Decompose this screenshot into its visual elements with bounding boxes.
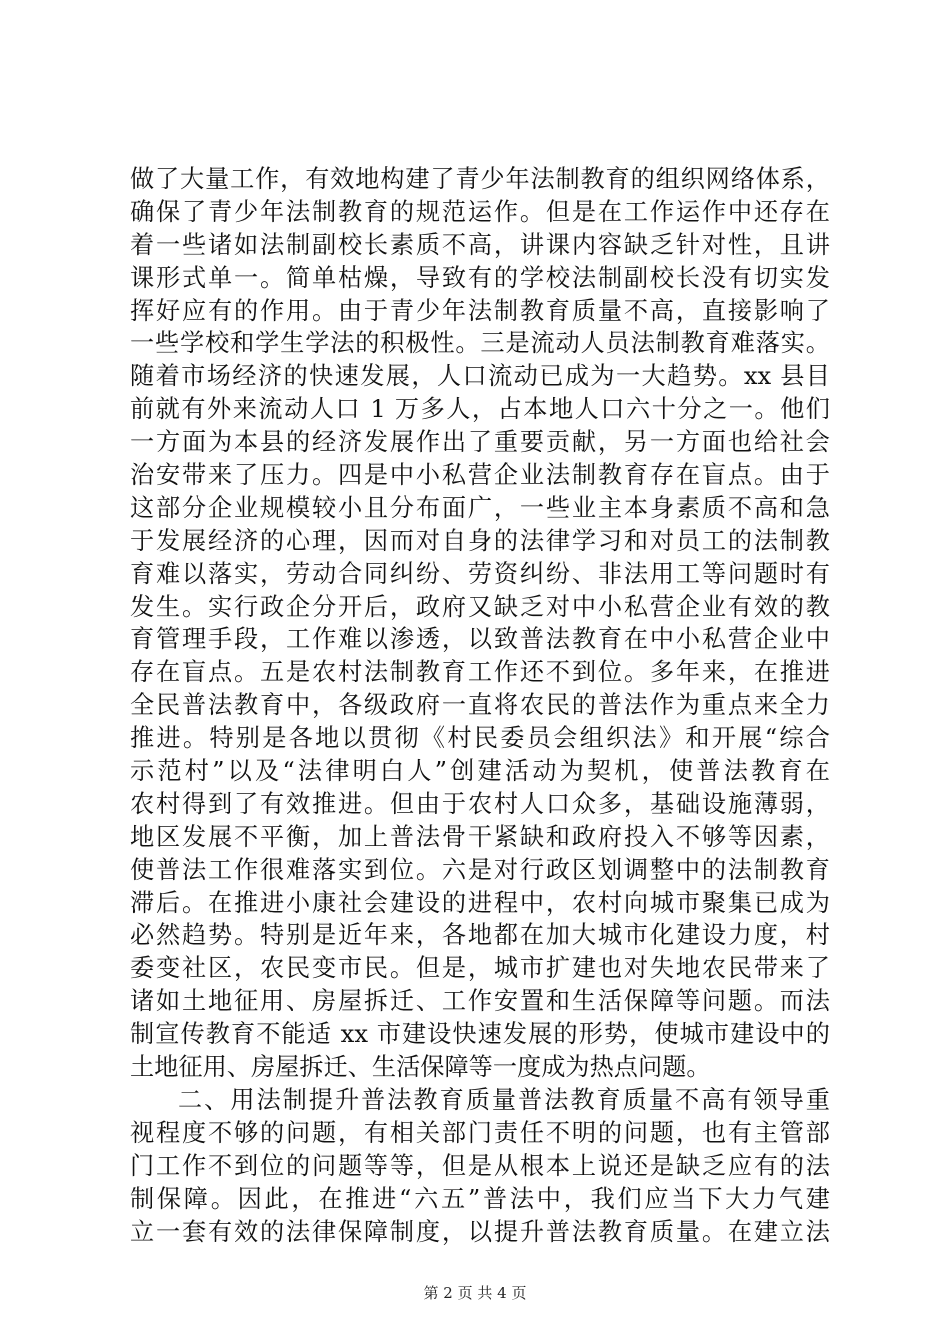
text-line: 推进。特别是各地以贯彻《村民委员会组织法》和开展“综合 [130,724,830,753]
text-line: 着一些诸如法制副校长素质不高，讲课内容缺乏针对性，且讲 [130,230,830,259]
text-line: 发生。实行政企分开后，政府又缺乏对中小私营企业有效的教 [130,592,830,621]
text-line: 使普法工作很难落实到位。六是对行政区划调整中的法制教育 [130,855,830,884]
text-line: 一方面为本县的经济发展作出了重要贡献，另一方面也给社会 [130,428,830,457]
text-line: 制宣传教育不能适 xx 市建设快速发展的形势，使城市建设中的 [130,1020,830,1049]
text-line: 制保障。因此，在推进“六五”普法中，我们应当下大力气建 [130,1184,830,1213]
page-footer: 第 2 页 共 4 页 [423,1284,527,1302]
section-heading-line: 二、用法制提升普法教育质量普法教育质量不高有领导重 [178,1085,830,1114]
text-line: 全民普法教育中，各级政府一直将农民的普法作为重点来全力 [130,691,830,720]
text-line: 地区发展不平衡，加上普法骨干紧缺和政府投入不够等因素， [130,822,830,851]
text-line: 前就有外来流动人口 1 万多人，占本地人口六十分之一。他们 [130,395,830,424]
text-line: 随着市场经济的快速发展，人口流动已成为一大趋势。xx 县目 [130,362,830,391]
text-line: 农村得到了有效推进。但由于农村人口众多，基础设施薄弱， [130,789,830,818]
text-line: 做了大量工作，有效地构建了青少年法制教育的组织网络体系， [130,165,830,193]
text-line: 滞后。在推进小康社会建设的进程中，农村向城市聚集已成为 [130,888,830,917]
text-line: 一些学校和学生学法的积极性。三是流动人员法制教育难落实。 [130,329,830,358]
text-line: 必然趋势。特别是近年来，各地都在加大城市化建设力度，村 [130,921,830,950]
body-text [130,163,830,1248]
text-line: 诸如土地征用、房屋拆迁、工作安置和生活保障等问题。而法 [130,987,830,1016]
text-line: 示范村”以及“法律明白人”创建活动为契机，使普法教育在 [130,757,830,786]
text-line: 门工作不到位的问题等等，但是从根本上说还是缺乏应有的法 [130,1151,830,1180]
text-line: 确保了青少年法制教育的规范运作。但是在工作运作中还存在 [130,197,830,226]
text-line: 视程度不够的问题，有相关部门责任不明的问题，也有主管部 [130,1118,830,1147]
text-line: 治安带来了压力。四是中小私营企业法制教育存在盲点。由于 [130,461,830,490]
paragraph-end-line: 土地征用、房屋拆迁、生活保障等一度成为热点问题。 [130,1053,711,1082]
text-line: 育难以落实，劳动合同纠纷、劳资纠纷、非法用工等问题时有 [130,559,830,588]
text-line: 这部分企业规模较小且分布面广，一些业主本身素质不高和急 [130,493,830,522]
text-line: 育管理手段，工作难以渗透，以致普法教育在中小私营企业中 [130,625,830,654]
text-line: 委变社区，农民变市民。但是，城市扩建也对失地农民带来了 [130,954,830,983]
text-line: 存在盲点。五是农村法制教育工作还不到位。多年来，在推进 [130,658,830,687]
text-line: 课形式单一。简单枯燥，导致有的学校法制副校长没有切实发 [130,263,830,292]
text-line: 于发展经济的心理，因而对自身的法律学习和对员工的法制教 [130,526,830,555]
text-line: 挥好应有的作用。由于青少年法制教育质量不高，直接影响了 [130,296,830,325]
text-line: 立一套有效的法律保障制度，以提升普法教育质量。在建立法 [130,1217,830,1246]
